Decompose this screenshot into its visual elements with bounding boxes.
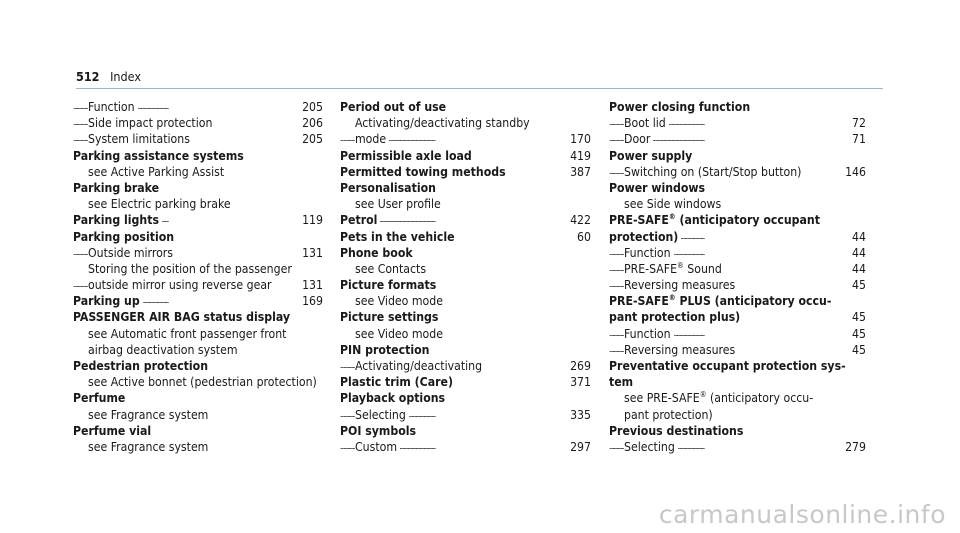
index-entry [340,374,591,390]
page-ref: 44 [848,261,866,277]
index-entry [609,309,866,325]
page-ref: 44 [848,245,866,261]
index-subentry [609,164,866,180]
entry-text: Permitted towing methods [340,165,509,179]
index-subentry [73,115,323,131]
index-entry [340,423,591,439]
section-title: Index [110,69,142,84]
page-ref: 206 [298,115,323,131]
index-subentry [609,390,866,406]
page-ref: 72 [848,115,866,131]
entry-text: Preventative occupant protection sys- [609,359,849,373]
entry-text: PASSENGER AIR BAG status display [73,310,293,324]
index-subentry [340,439,591,455]
index-entry [340,245,591,261]
entry-text: see Active Parking Assist [88,165,227,179]
page-ref: 146 [841,164,866,180]
entry-text: Parking up [73,294,143,308]
index-entry [340,277,591,293]
index-entry [609,99,866,115]
header-rule [76,88,883,89]
entry-text: Switching on (Start/Stop button) [624,165,804,179]
entry-text: pant protection plus) [609,310,743,324]
index-entry [73,358,323,374]
entry-text: see User profile [355,197,444,211]
index-entry [73,309,323,325]
entry-text: Parking position [73,230,177,244]
entry-text: Power closing function [609,100,753,114]
index-subentry [340,326,591,342]
index-subentry [73,164,323,180]
page-ref: 60 [573,229,591,245]
entry-text: see Video mode [355,327,446,341]
entry-text: Reversing measures [624,278,738,292]
index-subentry [340,261,591,277]
entry-text: see PRE-SAFE® (anticipatory occu- [624,391,816,405]
entry-text: Perfume [73,391,128,405]
index-entry [73,293,323,309]
entry-text: Perfume vial [73,424,154,438]
entry-text: see Side windows [624,197,724,211]
entry-text: Outside mirrors [88,246,176,260]
index-subentry [73,326,323,342]
page-number: 512 [76,69,100,84]
index-subentry [609,407,866,423]
entry-text: Side impact protection [88,116,215,130]
page-ref: 71 [848,131,866,147]
index-entry [609,212,866,228]
page-ref: 169 [298,293,323,309]
entry-text: PIN protection [340,343,432,357]
index-subentry [73,245,323,261]
index-subentry [609,131,866,147]
index-subentry [73,99,323,115]
entry-text: Boot lid [624,116,669,130]
index-entry [340,99,591,115]
index-entry [73,180,323,196]
index-entry [609,358,866,374]
entry-text: pant protection) [624,408,716,422]
entry-text: Period out of use [340,100,449,114]
entry-text: PRE-SAFE® PLUS (anticipatory occu- [609,294,834,308]
index-subentry [609,326,866,342]
entry-text: mode [355,132,389,146]
entry-text: tem [609,375,636,389]
entry-text: Storing the position of the passenger [88,262,295,276]
page-ref: 45 [848,309,866,325]
index-entry [609,293,866,309]
index-subentry [340,407,591,423]
page-ref: 419 [566,148,591,164]
entry-text: see Active bonnet (pedestrian protection) [88,375,320,389]
entry-text: see Electric parking brake [88,197,234,211]
index-entry [340,212,591,228]
entry-text: Pedestrian protection [73,359,211,373]
entry-text: Permissible axle load [340,149,475,163]
index-entry [609,148,866,164]
page-ref: 335 [566,407,591,423]
page-ref: 45 [848,342,866,358]
index-subentry [609,342,866,358]
entry-text: Power supply [609,149,695,163]
entry-text: protection) [609,230,681,244]
index-entry [73,390,323,406]
index-column-3 [609,99,866,455]
entry-text: Picture settings [340,310,441,324]
index-subentry [73,196,323,212]
index-entry [609,229,866,245]
index-entry [609,374,866,390]
index-entry [73,212,323,228]
index-entry [340,148,591,164]
watermark: carmanualsonline.info [658,500,946,529]
index-subentry [609,245,866,261]
index-entry [340,390,591,406]
index-subentry [340,115,591,131]
index-subentry [609,115,866,131]
index-subentry [73,374,323,390]
entry-text: Playback options [340,391,448,405]
index-column-2 [340,99,591,455]
index-subentry [73,407,323,423]
index-entry [340,180,591,196]
entry-text: PRE-SAFE® (anticipatory occupant [609,213,823,227]
entry-text: Selecting [355,408,409,422]
entry-text: Personalisation [340,181,439,195]
index-entry [340,164,591,180]
entry-text: Door [624,132,653,146]
entry-text: see Fragrance system [88,440,211,454]
entry-text: Previous destinations [609,424,746,438]
entry-text: System limitations [88,132,193,146]
page-ref: 131 [298,277,323,293]
entry-text: Parking assistance systems [73,149,247,163]
index-subentry [340,196,591,212]
index-subentry [340,131,591,147]
index-subentry [609,277,866,293]
entry-text: see Automatic front passenger front [88,327,289,341]
entry-text: Activating/deactivating standby [355,116,533,130]
entry-text: Petrol [340,213,380,227]
page-ref: 205 [298,99,323,115]
index-subentry [340,358,591,374]
index-subentry [609,261,866,277]
page-ref: 422 [566,212,591,228]
index-subentry [340,293,591,309]
index-column-1 [73,99,323,455]
entry-text: Reversing measures [624,343,738,357]
entry-text: Pets in the vehicle [340,230,458,244]
entry-text: Power windows [609,181,708,195]
entry-text: Function [88,100,138,114]
index-entry [609,180,866,196]
page-ref: 279 [841,439,866,455]
entry-text: POI symbols [340,424,419,438]
page-ref: 297 [566,439,591,455]
index-entry [73,423,323,439]
entry-text: PRE-SAFE® Sound [624,262,725,276]
index-subentry [73,277,323,293]
entry-text: Picture formats [340,278,439,292]
page-ref: 387 [566,164,591,180]
page-ref: 371 [566,374,591,390]
entry-text: see Fragrance system [88,408,211,422]
entry-text: Function [624,246,674,260]
page-ref: 170 [566,131,591,147]
page-ref: 119 [298,212,323,228]
index-subentry [609,196,866,212]
index-entry [340,309,591,325]
entry-text: Function [624,327,674,341]
entry-text: Activating/deactivating [355,359,485,373]
index-entry [340,342,591,358]
index-subentry [73,439,323,455]
page-ref: 269 [566,358,591,374]
entry-text: Plastic trim (Care) [340,375,456,389]
index-entry [73,229,323,245]
page-ref: 45 [848,277,866,293]
index-subentry [609,439,866,455]
index-subentry [73,342,323,358]
entry-text: Parking brake [73,181,162,195]
entry-text: airbag deactivation system [88,343,241,357]
page-ref: 44 [848,229,866,245]
page-header [76,70,141,84]
index-entry [609,423,866,439]
index-entry [73,148,323,164]
entry-text: outside mirror using reverse gear [88,278,275,292]
index-subentry [73,131,323,147]
entry-text: Selecting [624,440,678,454]
entry-text: see Video mode [355,294,446,308]
entry-text: Phone book [340,246,416,260]
entry-text: Parking lights [73,213,162,227]
entry-text: Custom [355,440,400,454]
entry-text: see Contacts [355,262,429,276]
page-ref: 205 [298,131,323,147]
index-subentry [73,261,323,277]
index-entry [340,229,591,245]
page-ref: 45 [848,326,866,342]
page-ref: 131 [298,245,323,261]
